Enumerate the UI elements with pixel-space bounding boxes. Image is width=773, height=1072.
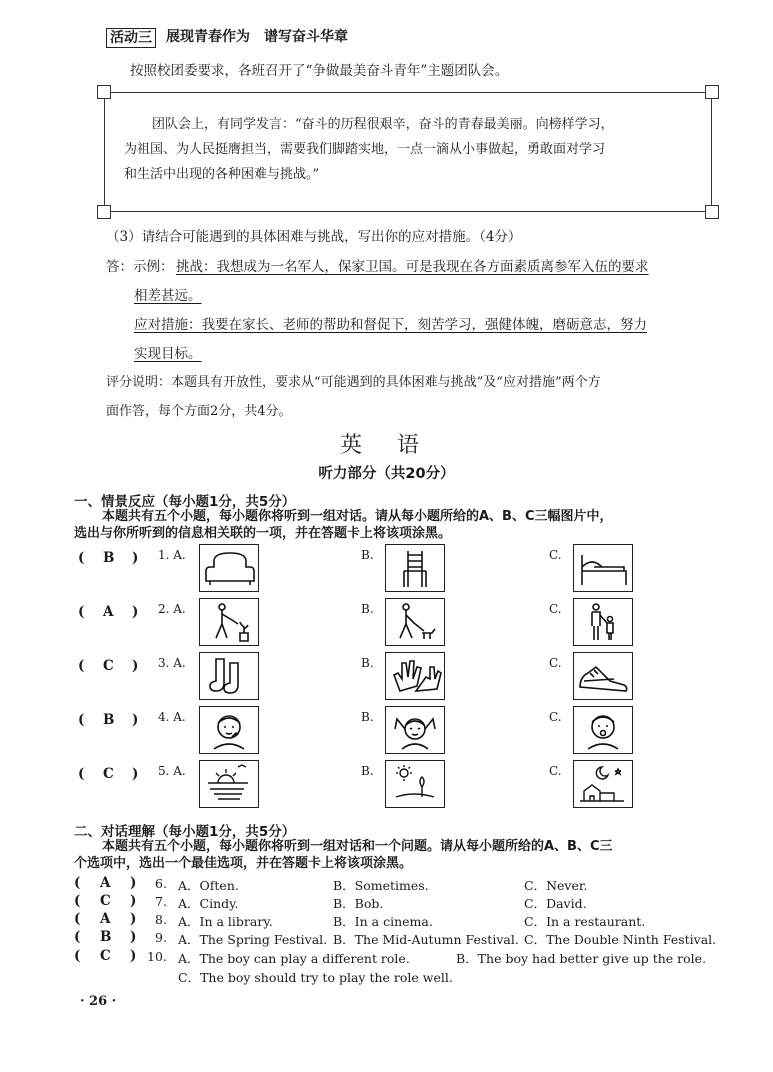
option-c-letter: C.: [549, 548, 562, 562]
subject-title: 英 语: [340, 433, 433, 458]
option-a: A．Cindy.: [178, 896, 239, 911]
answer-letter: A: [100, 875, 111, 891]
option-b: B．Sometimes.: [333, 878, 429, 893]
option-c: C．Never.: [524, 878, 588, 893]
toothache-boy-icon: [199, 706, 259, 754]
option-c: C．In a restaurant.: [524, 914, 646, 929]
answer-letter: C: [100, 948, 111, 964]
bed-icon: [573, 544, 633, 592]
question-number: 5. A.: [158, 764, 186, 778]
paren-open: (: [74, 929, 81, 945]
surprised-boy-icon: [573, 706, 633, 754]
option-b-letter: B.: [361, 710, 374, 724]
listening-subtitle: 听力部分（共20分）: [318, 466, 455, 482]
question-number: 10.: [147, 949, 167, 964]
answer-letter: C: [103, 766, 114, 782]
option-b: B．The boy had better give up the role.: [456, 951, 707, 966]
answer-prefix: 答：示例：: [106, 259, 174, 275]
option-b: B．In a cinema.: [333, 914, 433, 929]
option-b-letter: B.: [361, 764, 374, 778]
paren-open: (: [78, 604, 85, 620]
armchair-icon: [199, 544, 259, 592]
night-house-icon: [573, 760, 633, 808]
box-corner: [705, 205, 719, 219]
answer-line-4: 实现目标。: [134, 346, 202, 362]
question-3: （3）请结合可能遇到的具体困难与挑战，写出你的应对措施。（4分）: [106, 229, 522, 245]
paren-open: (: [78, 550, 85, 566]
paren-open: (: [74, 948, 81, 964]
question-number: 6.: [155, 876, 167, 891]
answer-letter: C: [100, 893, 111, 909]
section1-inst-2: 选出与你所听到的信息相关联的一项，并在答题卡上将该项涂黑。: [74, 526, 452, 541]
sunset-river-icon: [199, 760, 259, 808]
answer-letter: B: [103, 712, 115, 728]
paren-close: ): [132, 550, 139, 566]
walking-dog-icon: [385, 598, 445, 646]
paren-close: ): [130, 929, 137, 945]
answer-letter: B: [100, 929, 112, 945]
father-child-icon: [573, 598, 633, 646]
section1-inst-1: 本题共有五个小题，每小题你将听到一组对话。请从每小题所给的A、B、C三幅图片中，: [102, 509, 613, 524]
activity-tag: 活动三: [106, 28, 156, 48]
paren-close: ): [132, 604, 139, 620]
answer-letter: B: [103, 550, 115, 566]
option-c-letter: C.: [549, 656, 562, 670]
box-corner: [97, 205, 111, 219]
answer-letter: A: [103, 604, 114, 620]
relaxed-boy-icon: [385, 706, 445, 754]
paren-close: ): [132, 712, 139, 728]
quote-line-1: 团队会上，有同学发言：“奋斗的历程很艰辛，奋斗的青春最美丽。向榜样学习，: [152, 117, 614, 132]
box-corner: [705, 85, 719, 99]
answer-line-1: 挑战：我想成为一名军人，保家卫国。可是我现在各方面素质离参军入伍的要求: [176, 259, 649, 275]
question-number: 1. A.: [158, 548, 186, 562]
section2-heading: 二、对话理解（每小题1分，共5分）: [74, 824, 296, 840]
box-corner: [97, 85, 111, 99]
option-b: B．The Mid-Autumn Festival.: [333, 932, 519, 947]
activity-intro: 按照校团委要求，各班召开了“争做最美奋斗青年”主题团队会。: [130, 63, 509, 79]
option-c-letter: C.: [549, 710, 562, 724]
answer-letter: A: [100, 911, 111, 927]
shoes-icon: [573, 652, 633, 700]
question-number: 9.: [155, 930, 167, 945]
chair-icon: [385, 544, 445, 592]
option-c: C．The boy should try to play the role well.: [178, 970, 453, 985]
scoring-line-2: 面作答，每个方面2分，共4分。: [106, 404, 292, 419]
answer-line-2: 相差甚远。: [134, 288, 202, 304]
option-a: A．The Spring Festival.: [178, 932, 328, 947]
paren-close: ): [130, 911, 137, 927]
gloves-icon: [385, 652, 445, 700]
question-number: 2. A.: [158, 602, 186, 616]
quote-line-2: 为祖国、为人民挺膺担当，需要我们脚踏实地，一点一滴从小事做起，勇敢面对学习: [124, 142, 606, 157]
question-number: 4. A.: [158, 710, 186, 724]
quote-line-3: 和生活中出现的各种困难与挑战。”: [124, 167, 320, 182]
paren-close: ): [132, 766, 139, 782]
sun-island-icon: [385, 760, 445, 808]
paren-open: (: [74, 875, 81, 891]
option-b-letter: B.: [361, 602, 374, 616]
paren-open: (: [78, 712, 85, 728]
paren-open: (: [78, 658, 85, 674]
option-a: A．In a library.: [178, 914, 273, 929]
question-number: 3. A.: [158, 656, 186, 670]
scoring-line-1: 评分说明：本题具有开放性，要求从“可能遇到的具体困难与挑战”及“应对措施”两个方: [106, 375, 601, 390]
option-b: B．Bob.: [333, 896, 384, 911]
option-c-letter: C.: [549, 602, 562, 616]
answer-letter: C: [103, 658, 114, 674]
section2-inst-2: 个选项中，选出一个最佳选项，并在答题卡上将该项涂黑。: [74, 856, 413, 871]
question-number: 8.: [155, 912, 167, 927]
option-a: A．Often.: [178, 878, 239, 893]
section2-inst-1: 本题共有五个小题，每小题你将听到一组对话和一个问题。请从每小题所给的A、B、C三: [102, 839, 613, 854]
paren-close: ): [130, 948, 137, 964]
paren-open: (: [74, 911, 81, 927]
option-b-letter: B.: [361, 548, 374, 562]
paren-close: ): [130, 875, 137, 891]
section1-heading: 一、情景反应（每小题1分，共5分）: [74, 494, 296, 510]
option-a: A．The boy can play a different role.: [178, 951, 410, 966]
option-c: C．David.: [524, 896, 587, 911]
page-number: · 26 ·: [80, 994, 117, 1009]
option-b-letter: B.: [361, 656, 374, 670]
socks-icon: [199, 652, 259, 700]
question-number: 7.: [155, 894, 167, 909]
paren-open: (: [78, 766, 85, 782]
answer-line-3: 应对措施：我要在家长、老师的帮助和督促下，刻苦学习，强健体魄，磨砺意志，努力: [134, 317, 647, 333]
option-c: C．The Double Ninth Festival.: [524, 932, 717, 947]
watering-plant-icon: [199, 598, 259, 646]
paren-open: (: [74, 893, 81, 909]
paren-close: ): [132, 658, 139, 674]
activity-title: 展现青春作为 谱写奋斗华章: [166, 29, 348, 45]
paren-close: ): [130, 893, 137, 909]
option-c-letter: C.: [549, 764, 562, 778]
